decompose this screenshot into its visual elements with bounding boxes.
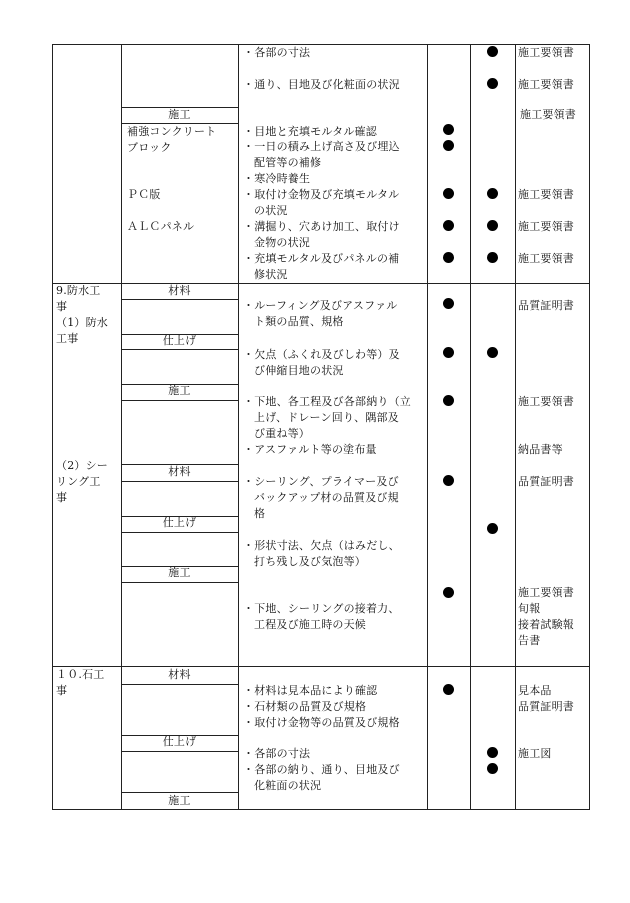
check-mark bbox=[487, 46, 498, 57]
document-label: 施工要領書 bbox=[518, 46, 574, 59]
column-divider bbox=[238, 44, 239, 810]
document-label: 納品書等 bbox=[518, 443, 563, 456]
inspection-item: ・充填モルタル及びパネルの補 修状況 bbox=[243, 252, 400, 281]
inspection-item: ・下地、各工程及び各部納り（立 上げ、ドレーン回り、隅部及 び重ね等） bbox=[243, 395, 411, 440]
stage-label: 仕上げ bbox=[162, 334, 197, 347]
check-mark bbox=[487, 78, 498, 89]
inspection-item: ・アスファルト等の塗布量 bbox=[243, 443, 377, 456]
document-label: 施工図 bbox=[518, 747, 552, 760]
check-mark bbox=[443, 252, 454, 263]
inspection-item: ・石材類の品質及び規格 bbox=[243, 700, 367, 713]
document-label: 品質証明書 bbox=[518, 299, 574, 312]
check-mark bbox=[443, 475, 454, 486]
inspection-item: ・各部の寸法 bbox=[243, 46, 311, 59]
check-mark bbox=[443, 220, 454, 231]
inspection-item: ・各部の寸法 bbox=[243, 747, 311, 760]
check-mark bbox=[487, 523, 498, 534]
document-label: 施工要領書 旬報 接着試験報 告書 bbox=[518, 586, 574, 647]
row-divider bbox=[121, 684, 238, 685]
row-divider bbox=[121, 582, 238, 583]
check-mark bbox=[487, 252, 498, 263]
inspection-item: ・シーリング、プライマー及び バックアップ材の品質及び規 格 bbox=[243, 475, 399, 520]
document-label: 施工要領書 bbox=[518, 252, 574, 265]
row-divider bbox=[121, 400, 238, 401]
check-mark bbox=[443, 124, 454, 135]
row-divider bbox=[121, 532, 238, 533]
inspection-item: ・形状寸法、欠点（はみだし、 打ち残し及び気泡等） bbox=[243, 539, 400, 568]
check-mark bbox=[487, 747, 498, 758]
check-mark bbox=[443, 395, 454, 406]
check-mark bbox=[443, 587, 454, 598]
inspection-item: ・溝掘り、穴あけ加工、取付け 金物の状況 bbox=[243, 220, 400, 249]
stage-label: 材料 bbox=[168, 284, 191, 297]
document-label: 施工要領書 bbox=[520, 108, 576, 121]
document-label: 施工要領書 bbox=[518, 395, 574, 408]
pc-panel-label: ＰＣ版 bbox=[127, 188, 161, 201]
check-mark bbox=[443, 188, 454, 199]
check-mark bbox=[443, 140, 454, 151]
document-label: 施工要領書 bbox=[518, 188, 574, 201]
sealing-sub-title: （2）シー リング工 事 bbox=[56, 459, 108, 504]
check-mark bbox=[443, 347, 454, 358]
inspection-item: ・材料は見本品により確認 bbox=[243, 684, 378, 697]
block-label: 補強コンクリート ブロック bbox=[127, 125, 217, 154]
row-divider bbox=[121, 751, 238, 752]
waterproof-sub-title: （1）防水 工事 bbox=[56, 316, 108, 345]
check-mark bbox=[487, 188, 498, 199]
row-divider bbox=[121, 481, 238, 482]
stage-label: 施工 bbox=[168, 384, 191, 397]
row-divider bbox=[121, 349, 238, 350]
inspection-item: ・欠点（ふくれ及びしわ等）及 び伸縮目地の状況 bbox=[243, 348, 400, 377]
inspection-item: ・下地、シーリングの接着力、 工程及び施工時の天候 bbox=[243, 602, 400, 631]
table-border-bottom bbox=[52, 809, 590, 810]
inspection-item: ・各部の納り、通り、目地及び 化粧面の状況 bbox=[243, 763, 400, 792]
stage-label: 材料 bbox=[168, 465, 191, 478]
check-mark bbox=[487, 220, 498, 231]
inspection-item: ・目地と充填モルタル確認 bbox=[243, 125, 377, 138]
document-label: 見本品 bbox=[518, 684, 552, 697]
column-divider bbox=[121, 44, 122, 810]
document-label: 品質証明書 bbox=[518, 475, 574, 488]
document-label: 施工要領書 bbox=[518, 220, 574, 233]
stage-label: 施工 bbox=[168, 794, 191, 807]
column-divider bbox=[470, 44, 471, 810]
table-border-left bbox=[52, 44, 53, 810]
inspection-item: ・一日の積み上げ高さ及び埋込 配管等の補修 bbox=[243, 140, 400, 169]
inspection-item: ・寒冷時養生 bbox=[243, 172, 311, 185]
row-divider bbox=[121, 299, 238, 300]
check-mark bbox=[443, 684, 454, 695]
stage-label: 仕上げ bbox=[162, 516, 197, 529]
inspection-item: ・通り、目地及び化粧面の状況 bbox=[243, 78, 400, 91]
waterproof-title: 9.防水工 事 bbox=[56, 284, 101, 313]
table-border-right bbox=[589, 44, 590, 810]
stone-work-title: １０.石工 事 bbox=[56, 668, 105, 697]
alc-panel-label: ＡＬＣパネル bbox=[127, 220, 195, 233]
inspection-item: ・取付け金物等の品質及び規格 bbox=[243, 716, 400, 729]
check-mark bbox=[487, 347, 498, 358]
table-border-top bbox=[52, 44, 590, 45]
stage-label: 施工 bbox=[168, 108, 191, 121]
inspection-item: ・ルーフィング及びアスファル ト類の品質、規格 bbox=[243, 299, 398, 328]
column-divider bbox=[515, 44, 516, 810]
document-label: 品質証明書 bbox=[518, 700, 574, 713]
stage-label: 仕上げ bbox=[162, 735, 197, 748]
stage-label: 施工 bbox=[168, 566, 191, 579]
inspection-item: ・取付け金物及び充填モルタル の状況 bbox=[243, 188, 400, 217]
check-mark bbox=[443, 298, 454, 309]
column-divider bbox=[427, 44, 428, 810]
stage-label: 材料 bbox=[168, 668, 191, 681]
check-mark bbox=[487, 763, 498, 774]
document-label: 施工要領書 bbox=[518, 78, 574, 91]
